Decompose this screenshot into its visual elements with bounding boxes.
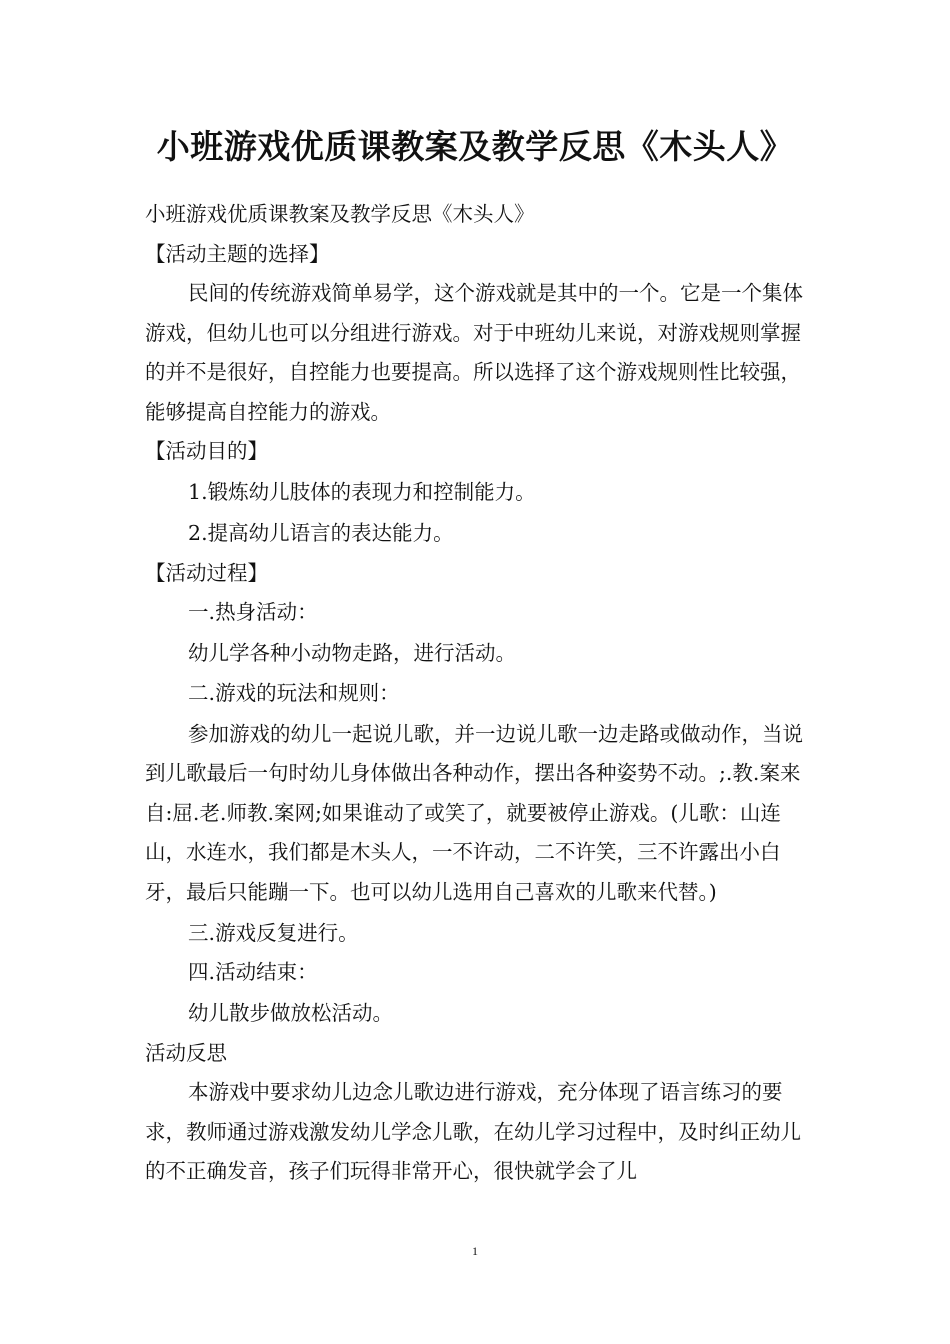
page-number: 1	[472, 1244, 478, 1258]
process-step-4: 四.活动结束：	[188, 960, 318, 984]
document-body	[145, 195, 815, 1192]
subtitle-line: 小班游戏优质课教案及教学反思《木头人》	[145, 202, 535, 226]
process-rules-paragraph: 参加游戏的幼儿一起说儿歌，并一边说儿歌一边走路或做动作，当说到儿歌最后一句时幼儿身体做出各种动作，摆出各种姿势不动。;.教.案来自:屈.老.师教.案网;如果谁动了或笑了，就要被停止游戏。(儿歌：山连山，水连水，我们都是木头人，一不许动，二不许笑，三不许露出小白牙，最后只能蹦一下。也可以幼儿选用自己喜欢的儿歌来代替。)	[145, 721, 804, 904]
paragraph-theme: 民间的传统游戏简单易学，这个游戏就是其中的一个。它是一个集体游戏，但幼儿也可以分组进行游戏。对于中班幼儿来说，对游戏规则掌握的并不是很好，自控能力也要提高。所以选择了这个游戏规则性比较强，能够提高自控能力的游戏。	[145, 281, 804, 424]
goal-item-2: 2.提高幼儿语言的表达能力。	[188, 521, 454, 545]
process-step-4-text: 幼儿散步做放松活动。	[188, 1001, 394, 1025]
reflection-paragraph: 本游戏中要求幼儿边念儿歌边进行游戏，充分体现了语言练习的要求，教师通过游戏激发幼儿学念儿歌，在幼儿学习过程中，及时纠正幼儿的不正确发音，孩子们玩得非常开心，很快就学会了儿	[145, 1080, 801, 1183]
section-heading-theme: 【活动主题的选择】	[145, 241, 330, 266]
section-heading-goals: 【活动目的】	[145, 439, 268, 463]
process-step-1: 一.热身活动：	[188, 600, 318, 624]
section-heading-reflection: 活动反思	[145, 1040, 227, 1065]
goal-item-1: 1.锻炼幼儿肢体的表现力和控制能力。	[188, 480, 536, 504]
process-step-1-text: 幼儿学各种小动物走路，进行活动。	[188, 641, 517, 665]
process-step-2: 二.游戏的玩法和规则：	[188, 680, 400, 705]
document-title: 小班游戏优质课教案及教学反思《木头人》	[156, 127, 794, 166]
process-step-3: 三.游戏反复进行。	[188, 920, 359, 945]
section-heading-process: 【活动过程】	[145, 560, 268, 585]
